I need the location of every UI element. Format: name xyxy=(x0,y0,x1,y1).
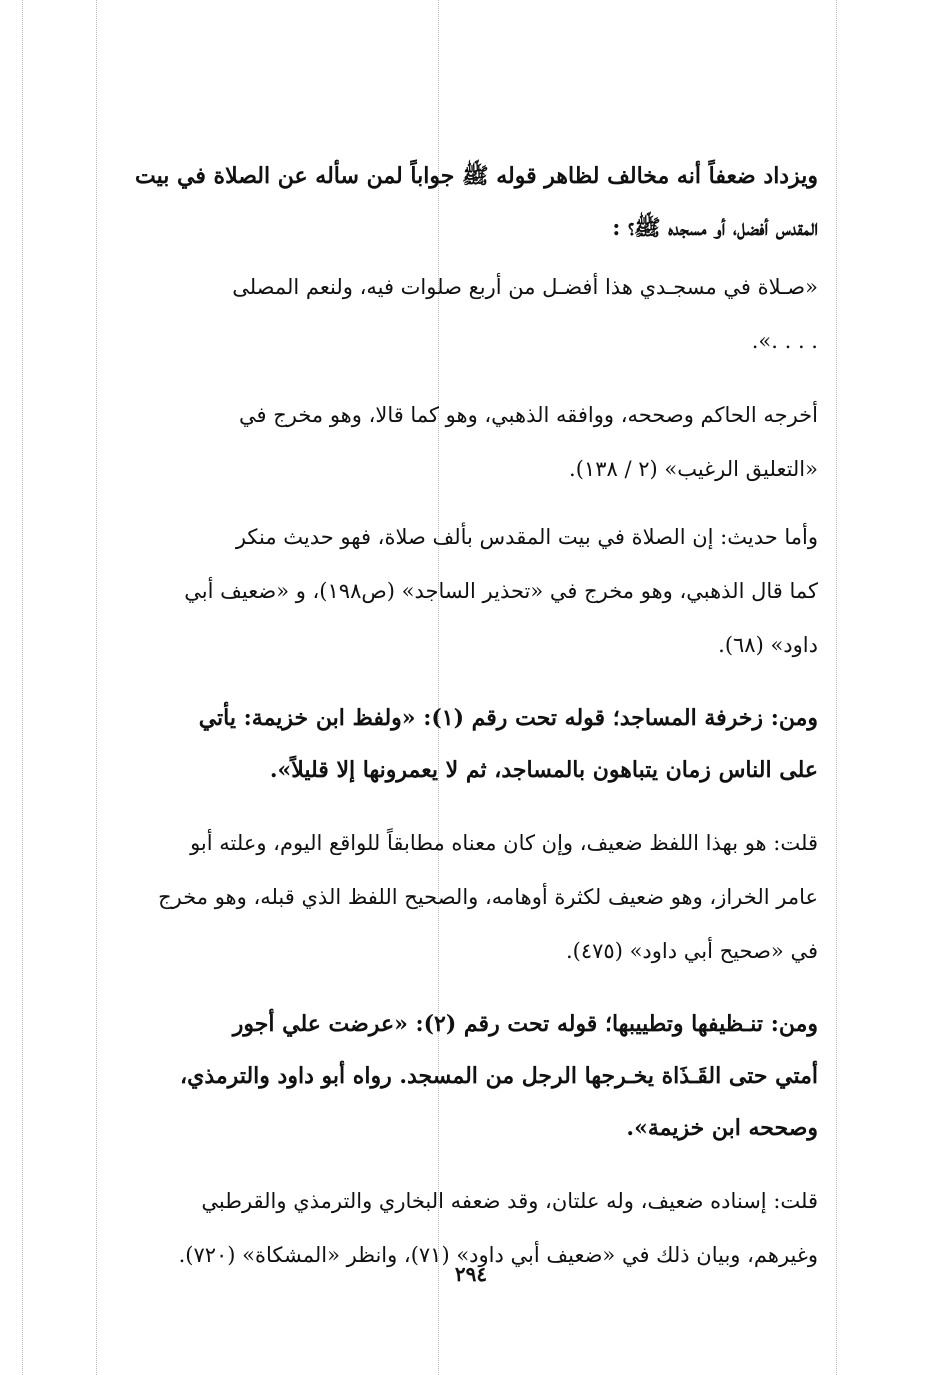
text-line: وغيرهم، وبيان ذلك في «ضعيف أبي داود» (٧١)، وانظر «المشكاة» (٧٢٠). xyxy=(178,1243,818,1267)
text-line: أمتي حتى القَـذَاة يخـرجها الرجل من المسجد. رواه أبو داود والترمذي، xyxy=(180,1063,818,1089)
paragraph-zakhrafa xyxy=(78,692,818,796)
text-line: على الناس زمان يتباهون بالمساجد، ثم لا يعمرونها إلا قليلاً». xyxy=(269,757,818,783)
paragraph-hadith-quote xyxy=(78,260,818,368)
scan-guide-line xyxy=(22,0,23,1375)
paragraph-comment-1 xyxy=(78,816,818,978)
text-line: «صـلاة في مسجـدي هذا أفضـل من أربع صلوات فيه، ولنعم المصلى xyxy=(232,275,818,299)
text-line: داود» (٦٨). xyxy=(718,633,818,657)
text-line: المقدس أفضل، أو مسجده ﷺ؟ : xyxy=(612,215,818,241)
text-line: ومن: تنـظيفها وتطييبها؛ قوله تحت رقم (٢): «عرضت علي أجور xyxy=(232,1011,818,1037)
text-line: ويزداد ضعفاً أنه مخالف لظاهر قوله ﷺ جواباً لمن سأله عن الصلاة في بيت xyxy=(135,163,818,189)
document-page xyxy=(78,150,818,1282)
text-line: كما قال الذهبي، وهو مخرج في «تحذير الساجد» (ص١٩٨)، و «ضعيف أبي xyxy=(184,579,818,603)
text-line: قلت: هو بهذا اللفظ ضعيف، وإن كان معناه مطابقاً للواقع اليوم، وعلته أبو xyxy=(190,831,818,855)
scan-guide-line xyxy=(836,0,837,1375)
text-line: عامر الخراز، وهو ضعيف لكثرة أوهامه، والصحيح اللفظ الذي قبله، وهو مخرج xyxy=(158,885,818,909)
paragraph-hadith-comparison xyxy=(78,150,818,254)
text-line: في «صحيح أبي داود» (٤٧٥). xyxy=(566,939,818,963)
text-line: . . . .». xyxy=(751,329,818,353)
text-line: وأما حديث: إن الصلاة في بيت المقدس بألف صلاة، فهو حديث منكر xyxy=(235,525,818,549)
paragraph-tanzif xyxy=(78,998,818,1154)
paragraph-munkar-hadith xyxy=(78,510,818,672)
text-line: وصححه ابن خزيمة». xyxy=(626,1115,818,1141)
text-line: ومن: زخرفة المساجد؛ قوله تحت رقم (١): «ولفظ ابن خزيمة: يأتي xyxy=(198,705,818,731)
paragraph-takhrij xyxy=(78,388,818,496)
text-line: قلت: إسناده ضعيف، وله علتان، وقد ضعفه البخاري والترمذي والقرطبي xyxy=(201,1189,818,1213)
text-line: أخرجه الحاكم وصححه، ووافقه الذهبي، وهو كما قالا، وهو مخرج في xyxy=(238,403,818,427)
text-line: «التعليق الرغيب» (٢ / ١٣٨). xyxy=(569,457,818,481)
page-number: ٢٩٤ xyxy=(454,1262,488,1286)
